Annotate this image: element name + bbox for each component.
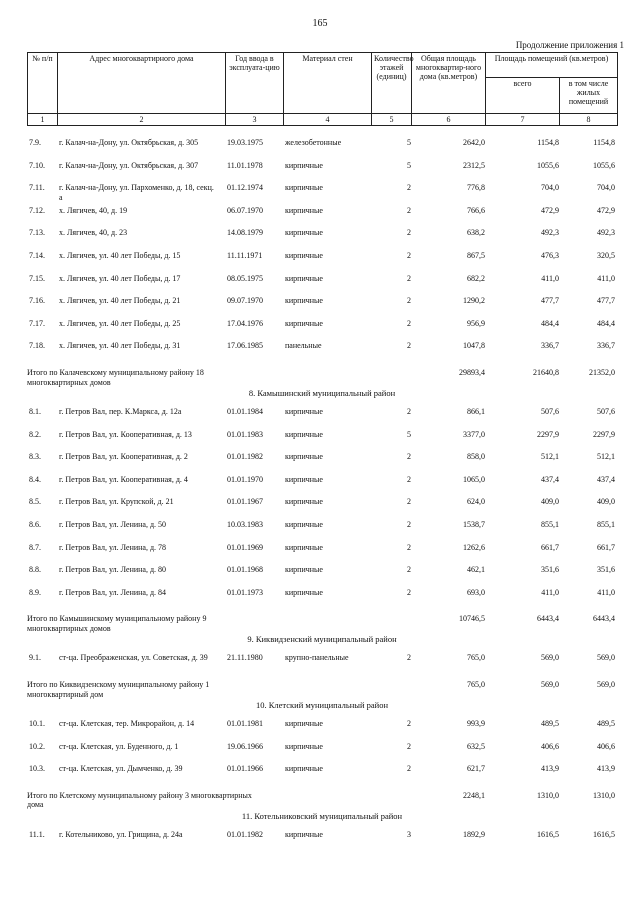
header-num: 8 [560, 114, 618, 126]
row-premises-area: 351,6 [541, 565, 559, 575]
row-residential-area: 406,6 [597, 741, 615, 751]
row-residential-area: 472,9 [597, 205, 615, 215]
row-residential-area: 1055,6 [593, 160, 615, 170]
row-number: 7.13. [29, 228, 45, 238]
row-address: г. Петров Вал, ул. Ленина, д. 80 [59, 565, 167, 575]
row-total-area: 858,0 [467, 452, 485, 462]
row-floors: 2 [407, 228, 411, 238]
row-address: г. Петров Вал, ул. Ленина, д. 84 [59, 587, 167, 597]
row-address: г. Петров Вал, ул. Кооперативная, д. 4 [59, 474, 188, 484]
row-year: 01.01.1983 [227, 429, 263, 439]
row-residential-area: 704,0 [597, 183, 615, 193]
row-year: 10.03.1983 [227, 520, 263, 529]
row-floors: 2 [407, 653, 411, 663]
row-total-area: 1262,6 [463, 542, 485, 552]
row-material: кирпичные [285, 587, 323, 597]
table-row [27, 830, 617, 856]
total-area: 2248,1 [463, 790, 485, 800]
row-number: 10.3. [29, 764, 45, 774]
row-floors: 2 [407, 273, 411, 283]
row-address: х. Лягичев, ул. 40 лет Победы, д. 17 [59, 273, 181, 283]
total-label: Итого по Камышинскому муниципальному району 9 многоквартирных домов [27, 614, 207, 633]
row-residential-area: 855,1 [597, 520, 615, 529]
row-total-area: 765,0 [467, 653, 485, 663]
row-residential-area: 477,7 [597, 296, 615, 306]
total-label: Итого по Киквидзенскому муниципальному району 1 многоквартирный дом [27, 680, 210, 699]
row-address: г. Петров Вал, пер. К.Маркса, д. 12а [59, 407, 182, 416]
row-number: 7.10. [29, 160, 45, 170]
row-total-area: 624,0 [467, 497, 485, 507]
row-address: х. Лягичев, ул. 40 лет Победы, д. 31 [59, 341, 181, 351]
row-number: 7.11. [29, 183, 45, 193]
header-num: 6 [412, 114, 486, 126]
row-total-area: 2642,0 [463, 138, 485, 147]
row-address: г. Котельниково, ул. Грищина, д. 24а [59, 829, 183, 839]
row-material: кирпичные [285, 542, 323, 552]
table-row [27, 588, 617, 614]
header-address: Адрес многоквартирного дома [58, 53, 226, 114]
row-address: х. Лягичев, ул. 40 лет Победы, д. 15 [59, 251, 181, 260]
row-material: кирпичные [285, 719, 323, 728]
row-number: 8.9. [29, 587, 41, 597]
row-material: крупно-панельные [285, 653, 349, 663]
row-number: 8.7. [29, 542, 41, 552]
row-total-area: 638,2 [467, 228, 485, 238]
row-number: 8.2. [29, 429, 41, 439]
row-floors: 2 [407, 318, 411, 328]
row-year: 17.06.1985 [227, 341, 263, 351]
row-material: кирпичные [285, 251, 323, 260]
row-material: кирпичные [285, 452, 323, 462]
row-material: кирпичные [285, 741, 323, 751]
row-floors: 2 [407, 565, 411, 575]
header-premises: Площадь помещений (кв.метров) [486, 53, 618, 78]
row-year: 01.01.1973 [227, 587, 263, 597]
row-number: 9.1. [29, 653, 41, 663]
header-floors: Количество этажей (единиц) [372, 53, 412, 114]
row-premises-area: 661,7 [541, 542, 559, 552]
row-material: кирпичные [285, 273, 323, 283]
table-row [27, 341, 617, 367]
row-material: кирпичные [285, 160, 323, 170]
row-premises-area: 484,4 [541, 318, 559, 328]
row-number: 7.9. [29, 138, 41, 147]
row-premises-area: 437,4 [541, 474, 559, 484]
row-total-area: 867,5 [467, 251, 485, 260]
row-address: ст-ца. Клетская, тер. Микрорайон, д. 14 [59, 719, 195, 728]
row-premises-area: 855,1 [541, 520, 559, 529]
row-residential-area: 489,5 [597, 719, 615, 728]
row-address: х. Лягичев, 40, д. 19 [59, 205, 128, 215]
row-premises-area: 477,7 [541, 296, 559, 306]
row-year: 09.07.1970 [227, 296, 263, 306]
row-floors: 3 [407, 829, 411, 839]
total-premises: 1310,0 [537, 790, 559, 800]
total-residential: 21352,0 [589, 368, 615, 377]
row-premises-area: 704,0 [541, 183, 559, 193]
row-number: 10.2. [29, 741, 45, 751]
row-material: кирпичные [285, 407, 323, 416]
row-year: 01.12.1974 [227, 183, 263, 193]
row-residential-area: 336,7 [597, 341, 615, 351]
row-floors: 2 [407, 251, 411, 260]
header-num: 1 [28, 114, 58, 126]
row-total-area: 693,0 [467, 587, 485, 597]
row-year: 11.01.1978 [227, 160, 263, 170]
row-number: 8.3. [29, 452, 41, 462]
row-residential-area: 437,4 [597, 474, 615, 484]
row-floors: 2 [407, 542, 411, 552]
header-num: 7 [486, 114, 560, 126]
section-heading: 10. Клетский муниципальный район [255, 700, 389, 710]
row-premises-area: 336,7 [541, 341, 559, 351]
row-floors: 2 [407, 520, 411, 529]
table-header [27, 52, 618, 126]
row-address: х. Лягичев, ул. 40 лет Победы, д. 25 [59, 318, 181, 328]
row-number: 8.8. [29, 565, 41, 575]
row-material: кирпичные [285, 429, 323, 439]
row-material: кирпичные [285, 520, 323, 529]
row-residential-area: 512,1 [597, 452, 615, 462]
header-total-area: Общая площадь многоквартир-ного дома (кв.метров) [412, 53, 486, 114]
total-label: Итого по Клетскому муниципальному району 3 многоквартирных дома [27, 790, 252, 810]
row-number: 11.1. [29, 829, 45, 839]
row-premises-area: 1154,8 [537, 138, 559, 147]
section-heading: 9. Киквидзенский муниципальный район [247, 634, 397, 645]
row-material: кирпичные [285, 764, 323, 774]
row-number: 8.4. [29, 474, 41, 484]
row-residential-area: 661,7 [597, 542, 615, 552]
row-floors: 2 [407, 497, 411, 507]
row-address: г. Петров Вал, ул. Ленина, д. 78 [59, 542, 167, 552]
row-floors: 2 [407, 741, 411, 751]
row-number: 7.14. [29, 251, 45, 260]
row-premises-area: 472,9 [541, 205, 559, 215]
header-no: № п/п [28, 53, 58, 114]
row-total-area: 766,6 [467, 205, 485, 215]
row-residential-area: 413,9 [597, 764, 615, 774]
row-year: 01.01.1984 [227, 407, 263, 416]
row-floors: 5 [407, 429, 411, 439]
row-floors: 2 [407, 341, 411, 351]
row-number: 7.15. [29, 273, 45, 283]
row-residential-area: 484,4 [597, 318, 615, 328]
row-floors: 2 [407, 719, 411, 728]
row-premises-area: 569,0 [541, 653, 559, 663]
row-address: ст-ца. Клетская, ул. Дымченко, д. 39 [59, 764, 183, 774]
row-floors: 2 [407, 183, 411, 193]
row-residential-area: 2297,9 [593, 429, 615, 439]
row-residential-area: 411,0 [597, 273, 615, 283]
row-total-area: 1047,8 [463, 341, 485, 351]
row-year: 01.01.1967 [227, 497, 263, 507]
row-year: 01.01.1969 [227, 542, 263, 552]
row-premises-area: 411,0 [541, 273, 559, 283]
row-residential-area: 1154,8 [593, 138, 615, 147]
row-premises-area: 1616,5 [537, 829, 559, 839]
row-address: г. Калач-на-Дону, ул. Октябрьская, д. 305 [59, 138, 199, 147]
row-floors: 5 [407, 160, 411, 170]
header-num: 4 [284, 114, 372, 126]
total-residential: 569,0 [597, 680, 615, 689]
row-address: ст-ца. Клетская, ул. Буденного, д. 1 [59, 741, 179, 751]
row-material: железобетонные [285, 138, 342, 147]
total-residential: 6443,4 [593, 614, 615, 624]
row-premises-area: 409,0 [541, 497, 559, 507]
row-address: г. Калач-на-Дону, ул. Октябрьская, д. 307 [59, 160, 199, 170]
row-total-area: 956,9 [467, 318, 485, 328]
row-floors: 2 [407, 587, 411, 597]
row-premises-area: 413,9 [541, 764, 559, 774]
table-row [27, 764, 617, 790]
row-year: 08.05.1975 [227, 273, 263, 283]
row-material: кирпичные [285, 183, 323, 193]
total-residential: 1310,0 [593, 790, 615, 800]
total-area: 10746,5 [459, 614, 485, 624]
row-floors: 2 [407, 205, 411, 215]
row-premises-area: 476,3 [541, 251, 559, 260]
total-premises: 21640,8 [533, 368, 559, 377]
total-premises: 569,0 [541, 680, 559, 689]
row-address: г. Калач-на-Дону, ул. Пархоменко, д. 18, секц. а [59, 183, 214, 202]
header-num: 3 [226, 114, 284, 126]
row-number: 8.1. [29, 407, 41, 416]
row-total-area: 632,5 [467, 741, 485, 751]
row-year: 01.01.1982 [227, 452, 263, 462]
row-year: 01.01.1968 [227, 565, 263, 575]
row-year: 01.01.1970 [227, 474, 263, 484]
row-premises-area: 406,6 [541, 741, 559, 751]
row-premises-area: 492,3 [541, 228, 559, 238]
row-address: г. Петров Вал, ул. Ленина, д. 50 [59, 520, 167, 529]
row-floors: 2 [407, 474, 411, 484]
row-floors: 2 [407, 296, 411, 306]
row-number: 7.17. [29, 318, 45, 328]
row-total-area: 866,1 [467, 407, 485, 416]
row-year: 21.11.1980 [227, 653, 263, 663]
row-material: кирпичные [285, 474, 323, 484]
row-total-area: 776,8 [467, 183, 485, 193]
row-number: 8.6. [29, 520, 41, 529]
row-floors: 2 [407, 452, 411, 462]
row-premises-area: 512,1 [541, 452, 559, 462]
row-material: кирпичные [285, 205, 323, 215]
header-premises-residential: в том числе жилых помещений [560, 78, 618, 114]
row-material: кирпичные [285, 296, 323, 306]
row-total-area: 3377,0 [463, 429, 485, 439]
row-residential-area: 320,5 [597, 251, 615, 260]
header-premises-all: всего [486, 78, 560, 114]
row-premises-area: 1055,6 [537, 160, 559, 170]
row-address: ст-ца. Преображенская, ул. Советская, д. 39 [59, 653, 208, 663]
row-year: 01.01.1982 [227, 829, 263, 839]
row-year: 11.11.1971 [227, 251, 263, 260]
row-material: кирпичные [285, 829, 323, 839]
row-address: г. Петров Вал, ул. Кооперативная, д. 2 [59, 452, 188, 462]
row-residential-area: 492,3 [597, 228, 615, 238]
row-year: 19.03.1975 [227, 138, 263, 147]
row-total-area: 1290,2 [463, 296, 485, 306]
row-floors: 5 [407, 138, 411, 147]
row-total-area: 682,2 [467, 273, 485, 283]
total-area: 765,0 [467, 680, 485, 689]
section-heading: 8. Камышинский муниципальный район [248, 388, 396, 398]
row-material: кирпичные [285, 497, 323, 507]
total-premises: 6443,4 [537, 614, 559, 624]
row-residential-area: 1616,5 [593, 829, 615, 839]
row-total-area: 621,7 [467, 764, 485, 774]
row-floors: 2 [407, 407, 411, 416]
row-premises-area: 2297,9 [537, 429, 559, 439]
row-number: 7.12. [29, 205, 45, 215]
row-residential-area: 409,0 [597, 497, 615, 507]
row-residential-area: 351,6 [597, 565, 615, 575]
row-year: 14.08.1979 [227, 228, 263, 238]
row-number: 7.18. [29, 341, 45, 351]
row-residential-area: 569,0 [597, 653, 615, 663]
row-address: г. Петров Вал, ул. Кооперативная, д. 13 [59, 429, 192, 439]
row-residential-area: 411,0 [597, 587, 615, 597]
row-number: 8.5. [29, 497, 41, 507]
row-premises-area: 507,6 [541, 407, 559, 416]
page-number: 165 [312, 18, 328, 29]
row-total-area: 1892,9 [463, 829, 485, 839]
table-row [27, 653, 617, 679]
header-num: 2 [58, 114, 226, 126]
header-year: Год ввода в эксплуата-цию [226, 53, 284, 114]
header-material: Материал стен [284, 53, 372, 114]
header-num: 5 [372, 114, 412, 126]
continued-label: Продолжение приложения 1 [515, 40, 624, 50]
section-heading: 11. Котельниковский муниципальный район [241, 810, 403, 821]
row-residential-area: 507,6 [597, 407, 615, 416]
row-total-area: 1538,7 [463, 520, 485, 529]
row-premises-area: 411,0 [541, 587, 559, 597]
total-label: Итого по Калачевскому муниципальному району 18 многоквартирных домов [27, 368, 204, 387]
row-total-area: 462,1 [467, 565, 485, 575]
total-area: 29893,4 [459, 368, 485, 377]
row-year: 06.07.1970 [227, 205, 263, 215]
row-premises-area: 489,5 [541, 719, 559, 728]
row-total-area: 1065,0 [463, 474, 485, 484]
row-address: х. Лягичев, ул. 40 лет Победы, д. 21 [59, 296, 181, 306]
row-total-area: 2312,5 [463, 160, 485, 170]
row-total-area: 993,9 [467, 719, 485, 728]
row-number: 10.1. [29, 719, 45, 728]
row-year: 01.01.1966 [227, 764, 263, 774]
row-address: х. Лягичев, 40, д. 23 [59, 228, 128, 238]
row-material: панельные [285, 341, 322, 351]
row-address: г. Петров Вал, ул. Крупской, д. 21 [59, 497, 174, 507]
row-material: кирпичные [285, 565, 323, 575]
row-material: кирпичные [285, 228, 323, 238]
row-material: кирпичные [285, 318, 323, 328]
row-year: 17.04.1976 [227, 318, 263, 328]
row-number: 7.16. [29, 296, 45, 306]
row-year: 19.06.1966 [227, 741, 263, 751]
row-floors: 2 [407, 764, 411, 774]
row-year: 01.01.1981 [227, 719, 263, 728]
